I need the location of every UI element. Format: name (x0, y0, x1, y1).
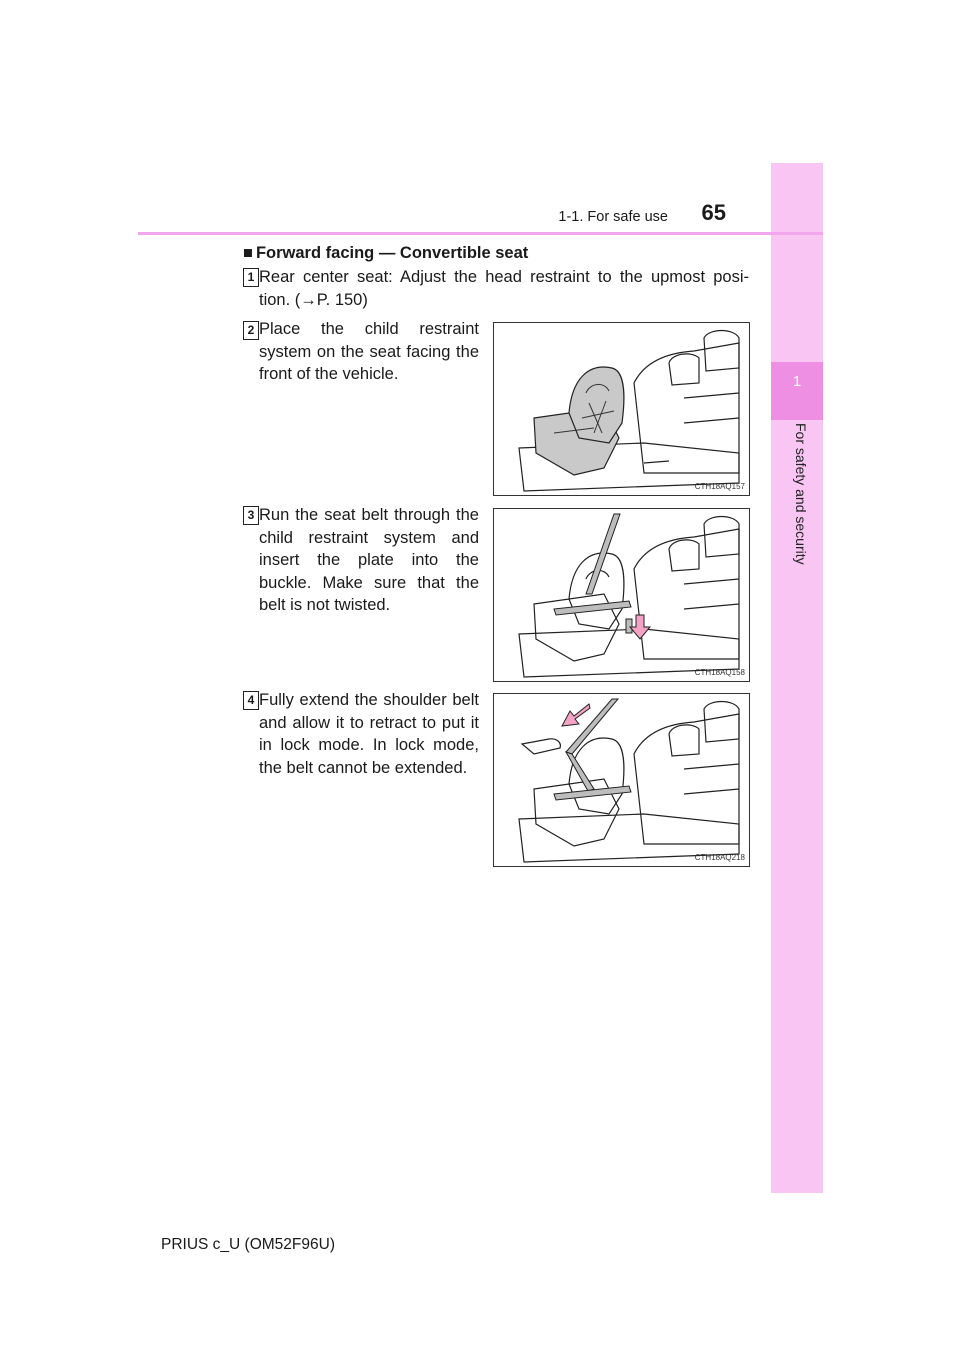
figure-code: CTH18AQ157 (694, 482, 745, 491)
figure-child-seat-placed (493, 322, 750, 496)
arrow-up-left-icon (562, 704, 590, 726)
side-chapter-tab-active (771, 362, 823, 420)
step-1-text: Rear center seat: Adjust the head restraint to the upmost posi- (259, 268, 749, 286)
shoulder-belt-lock-illustration (494, 694, 749, 866)
step-1-text-continued: tion. (→P. 150) (259, 291, 368, 309)
step-number-badge: 3 (243, 506, 259, 525)
figure-seat-belt-routed (493, 508, 750, 682)
section-title: 1-1. For safe use (558, 209, 668, 225)
figure-code: CTH18AQ218 (694, 853, 745, 862)
seat-belt-routing-illustration (494, 509, 749, 681)
side-chapter-tab (771, 163, 823, 1193)
step-number-badge: 4 (243, 691, 259, 710)
page-number: 65 (701, 200, 726, 225)
chapter-number: 1 (792, 373, 802, 390)
footer-model-code: PRIUS c_U (OM52F96U) (161, 1236, 335, 1253)
step-number-badge: 2 (243, 321, 259, 340)
figure-code: CTH18AQ158 (694, 668, 745, 677)
chapter-title: For safety and security (793, 423, 809, 565)
heading-text: Forward facing — Convertible seat (255, 244, 529, 262)
step-4-text: Fully extend the shoulder belt and allow it to retract to put it in lock mode. In lock mode, the belt cannot be extended. (259, 691, 479, 777)
step-2-text: Place the child restraint system on the seat facing the front of the vehicle. (259, 320, 479, 383)
step-number-badge: 1 (243, 268, 259, 287)
header-rule (138, 232, 823, 235)
arrow-down-icon (630, 615, 650, 639)
figure-shoulder-belt-lock (493, 693, 750, 867)
section-heading (243, 244, 528, 263)
step-3-text: Run the seat belt through the child restraint system and insert the plate into the buckle. Make sure that the belt is not twisted. (259, 506, 479, 614)
child-seat-placement-illustration (494, 323, 749, 495)
square-bullet-icon: ■ (243, 244, 253, 262)
